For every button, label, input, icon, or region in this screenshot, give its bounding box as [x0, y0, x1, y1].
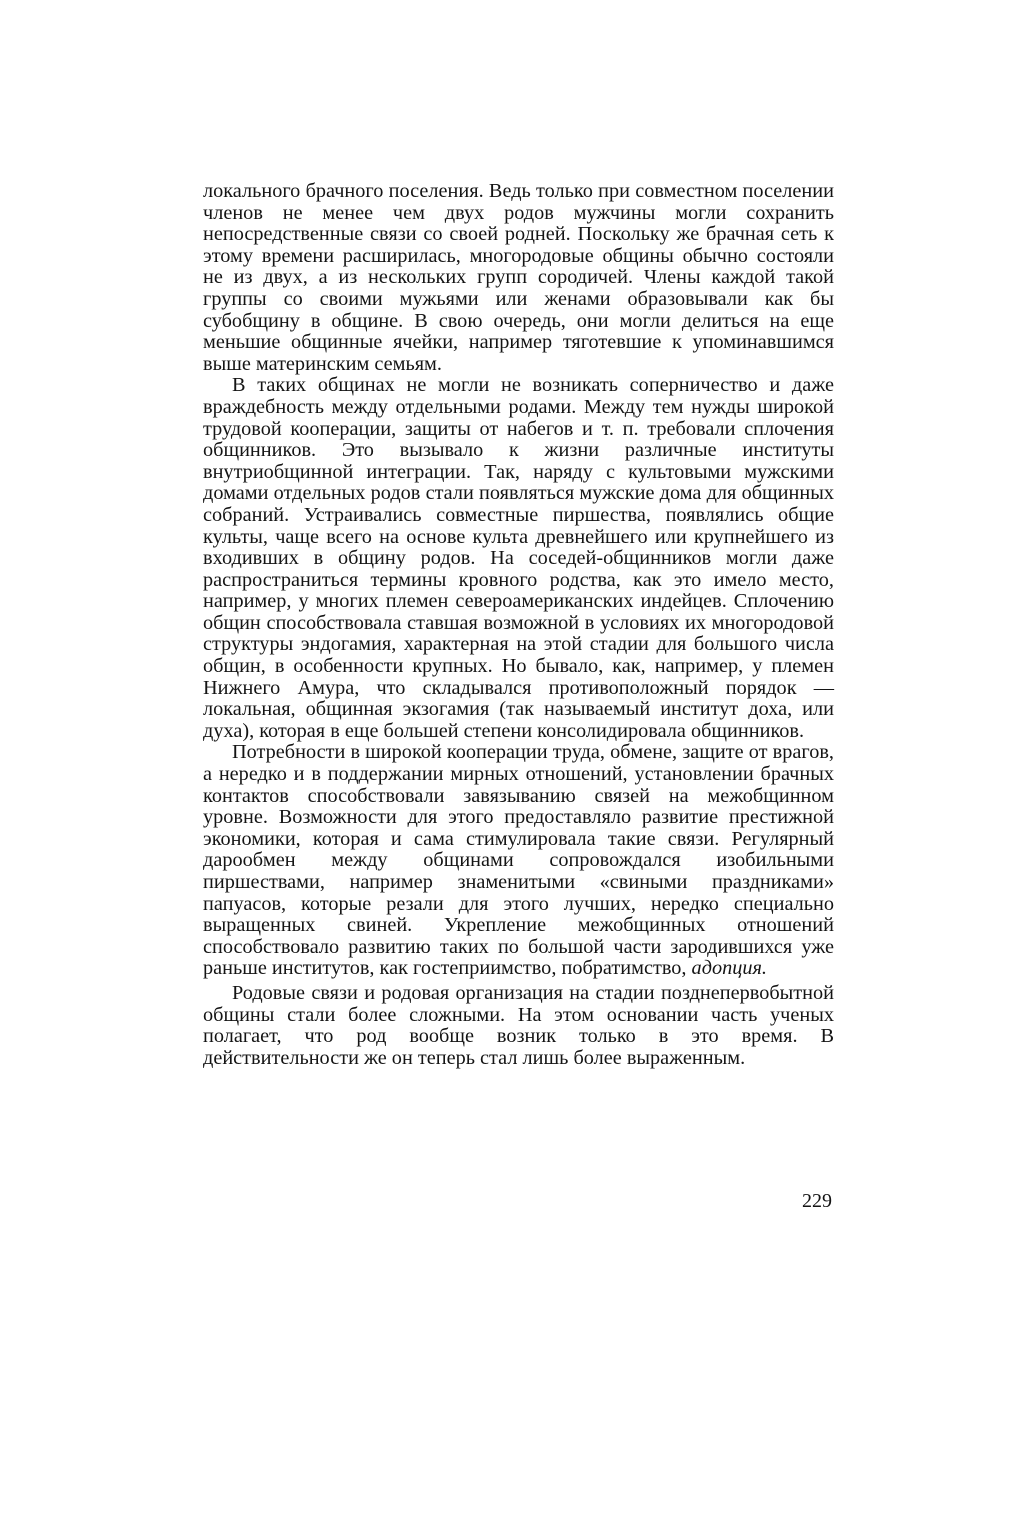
paragraph-3-italic-term: адопция.: [691, 957, 768, 980]
paragraph-4: Родовые связи и родовая организация на стадии позднепервобытной общины стали более сложными. На этом основании часть ученых полагает, что род вообще возник только в это время. В действительности же он теперь стал лишь более выраженным.: [203, 981, 834, 1069]
page-number: 229: [802, 1190, 832, 1212]
paragraph-1: локального брачного поселения. Ведь только при совместном поселении членов не менее чем двух родов мужчины могли сохранить непосредственные связи со своей родней. Поскольку же брачная сеть к этому времени расширилась, многородовые общины обычно состояли не из двух, а из нескольких групп сородичей. Члены каждой такой группы со своими мужьями или женами образовывали как бы субобщину в общине. В свою очередь, они могли делиться на еще меньшие общинные ячейки, например тяготевшие к упоминавшимся выше материнским семьям.: [203, 180, 834, 375]
paragraph-3-text: Потребности в широкой кооперации труда, обмене, защите от врагов, а нередко и в поддержании мирных отношений, установлении брачных контактов способствовали завязыванию связей на межобщинном уровне. Возможности для этого предоставляло развитие престижной экономики, которая и сама стимулировала такие связи. Регулярный дарообмен между общинами сопровождался изобильными пиршествами, например знаменитыми «свиными праздниками» папуасов, которые резали для этого лучших, нередко специально выращенных свиней. Укрепление межобщинных отношений способствовало развитию таких по большой части зародившихся уже раньше институтов, как гостеприимство, побратимство,: [203, 741, 834, 980]
page-text-block: [203, 181, 834, 1069]
paragraph-3: [203, 742, 834, 980]
paragraph-2: В таких общинах не могли не возникать соперничество и даже враждебность между отдельными родами. Между тем нужды широкой трудовой кооперации, защиты от набегов и т. п. требовали сплочения общинников. Это вызывало к жизни различные институты внутриобщинной интеграции. Так, наряду с культовыми мужскими домами отдельных родов стали появляться мужские дома для общинных собраний. Устраивались совместные пиршества, появлялись общие культы, чаще всего на основе культа древнейшего или крупнейшего из входивших в общину родов. На соседей-общинников могли даже распространиться термины кровного родства, как это имело место, например, у многих племен североамериканских индейцев. Сплочению общин способствовала ставшая возможной в условиях их многородовой структуры эндогамия, характерная на этой стадии для большого числа общин, в особенности крупных. Но бывало, как, например, у племен Нижнего Амура, что складывался противоположный порядок — локальная, общинная экзогамия (так называемый институт доха, или духа), которая в еще большей степени консолидировала общинников.: [203, 374, 834, 742]
